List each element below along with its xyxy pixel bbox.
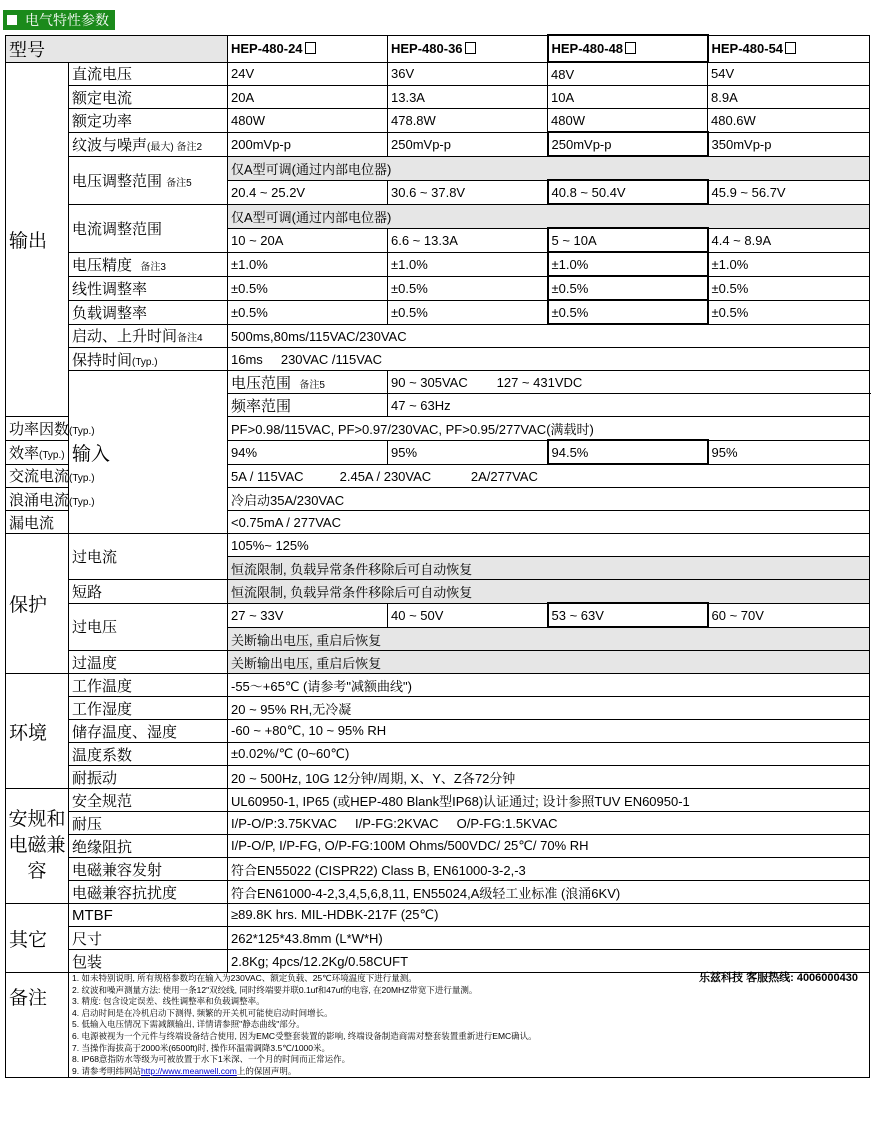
voltage-adj-36: 30.6 ~ 37.8V <box>388 180 548 204</box>
hold-value: 16ms 230VAC /115VAC <box>228 348 870 371</box>
voltage-tol-label: 电压精度 备注3 <box>69 252 228 276</box>
note-3: 3. 精度: 包含设定误差、线性调整率和负载调整率。 <box>72 996 265 1007</box>
leakage-label: 漏电流 <box>6 511 69 534</box>
rated-power-label: 额定功率 <box>69 109 228 133</box>
category-safety: 安规和电磁兼容 <box>6 789 69 904</box>
line-reg-label: 线性调整率 <box>69 276 228 300</box>
mtbf-value: ≥89.8K hrs. MIL-HDBK-217F (25℃) <box>228 904 870 927</box>
dimension-value: 262*125*43.8mm (L*W*H) <box>228 927 870 950</box>
dc-voltage-48: 48V <box>548 62 708 86</box>
standards-label: 安全规范 <box>69 789 228 812</box>
freq-label: 频率范围 <box>228 394 388 417</box>
emc-emission-label: 电磁兼容发射 <box>69 858 228 881</box>
model-label: 型号 <box>6 35 228 62</box>
storage-value: -60 ~ +80℃, 10 ~ 95% RH <box>228 720 870 743</box>
rated-current-24: 20A <box>228 86 388 109</box>
voltage-tol-24: ±1.0% <box>228 252 388 276</box>
inrush-value: 冷启动35A/230VAC <box>228 488 870 511</box>
checkbox-icon <box>465 42 476 54</box>
short-label: 短路 <box>69 580 228 604</box>
voltage-adj-note: 仅A型可调(通过内部电位器) <box>228 156 870 180</box>
efficiency-54: 95% <box>708 440 870 464</box>
temp-coef-value: ±0.02%/℃ (0~60℃) <box>228 743 870 766</box>
packing-label: 包装 <box>69 950 228 973</box>
setup-label: 启动、上升时间备注4 <box>69 324 228 348</box>
storage-label: 储存温度、湿度 <box>69 720 228 743</box>
efficiency-36: 95% <box>388 440 548 464</box>
model-48: HEP-480-48 <box>548 35 708 62</box>
ripple-54: 350mVp-p <box>708 132 870 156</box>
ovp-48: 53 ~ 63V <box>548 603 708 627</box>
inrush-label: 浪涌电流(Typ.) <box>6 488 69 511</box>
ac-current-label: 交流电流(Typ.) <box>6 464 69 488</box>
input-voltage-label: 电压范围 备注5 <box>228 371 388 394</box>
current-adj-48: 5 ~ 10A <box>548 228 708 252</box>
line-reg-24: ±0.5% <box>228 276 388 300</box>
load-reg-54: ±0.5% <box>708 300 870 324</box>
ripple-label: 纹波与噪声(最大) 备注2 <box>69 132 228 156</box>
note-1: 1. 如未特别说明, 所有规格参数均在输入为230VAC、额定负载、25℃环境温度下进行量测。 <box>72 973 417 983</box>
checkbox-icon <box>305 42 316 54</box>
ripple-36: 250mVp-p <box>388 132 548 156</box>
note-2: 2. 纹波和噪声测量方法: 使用一条12"双绞线, 同时终端要并联0.1uf和47uf的电容, 在20MHZ带宽下进行量测。 <box>72 984 478 995</box>
voltage-adj-48: 40.8 ~ 50.4V <box>548 180 708 204</box>
ovp-label: 过电压 <box>69 603 228 651</box>
work-hum-value: 20 ~ 95% RH,无冷凝 <box>228 697 870 720</box>
rated-current-48: 10A <box>548 86 708 109</box>
category-environment: 环境 <box>6 674 69 789</box>
ripple-24: 200mVp-p <box>228 132 388 156</box>
standards-value: UL60950-1, IP65 (或HEP-480 Blank型IP68)认证通过; 设计参照TUV EN60950-1 <box>228 789 870 812</box>
overload-label: 过电流 <box>69 534 228 580</box>
dc-voltage-36: 36V <box>388 62 548 86</box>
square-icon <box>7 15 17 25</box>
isolation-value: I/P-O/P, I/P-FG, O/P-FG:100M Ohms/500VDC/ 25℃/ 70% RH <box>228 835 870 858</box>
current-adj-36: 6.6 ~ 13.3A <box>388 228 548 252</box>
short-value: 恒流限制, 负载异常条件移除后可自动恢复 <box>228 580 870 604</box>
rated-current-54: 8.9A <box>708 86 870 109</box>
model-36: HEP-480-36 <box>388 35 548 62</box>
dc-voltage-24: 24V <box>228 62 388 86</box>
packing-value: 2.8Kg; 4pcs/12.2Kg/0.58CUFT <box>228 950 870 973</box>
voltage-tol-36: ±1.0% <box>388 252 548 276</box>
note-9: 9. 请参考明纬网站http://www.meanwell.com上的保固声明。 <box>72 1065 297 1076</box>
overload-range: 105%~ 125% <box>228 534 870 557</box>
category-protection: 保护 <box>6 534 69 674</box>
overload-mode: 恒流限制, 负载异常条件移除后可自动恢复 <box>228 557 870 580</box>
note-4: 4. 启动时间是在冷机启动下测得, 频繁的开关机可能使启动时间增长。 <box>72 1007 333 1018</box>
current-adj-24: 10 ~ 20A <box>228 228 388 252</box>
note-6: 6. 电源被视为一个元件与终端设备结合使用, 因为EMC受整套装置的影响, 终端设备制造商需对整套装置重新进行EMC确认。 <box>72 1030 537 1041</box>
voltage-tol-48: ±1.0% <box>548 252 708 276</box>
category-others: 其它 <box>6 904 69 973</box>
model-54: HEP-480-54 <box>708 35 870 62</box>
ovp-36: 40 ~ 50V <box>388 603 548 627</box>
notes-block <box>69 973 870 1078</box>
line-reg-36: ±0.5% <box>388 276 548 300</box>
ovp-24: 27 ~ 33V <box>228 603 388 627</box>
line-reg-54: ±0.5% <box>708 276 870 300</box>
efficiency-label: 效率(Typ.) <box>6 440 69 464</box>
load-reg-36: ±0.5% <box>388 300 548 324</box>
note-8: 8. IP68意指防水等级为可被放置于水下1米深、一个月的时间而正常运作。 <box>72 1054 351 1065</box>
voltage-adj-24: 20.4 ~ 25.2V <box>228 180 388 204</box>
ripple-48: 250mVp-p <box>548 132 708 156</box>
pf-label: 功率因数(Typ.) <box>6 417 69 441</box>
work-hum-label: 工作湿度 <box>69 697 228 720</box>
section-header <box>3 10 115 30</box>
voltage-tol-54: ±1.0% <box>708 252 870 276</box>
current-adj-label: 电流调整范围 <box>69 204 228 252</box>
emc-emission-value: 符合EN55022 (CISPR22) Class B, EN61000-3-2,-3 <box>228 858 870 881</box>
current-adj-note: 仅A型可调(通过内部电位器) <box>228 204 870 228</box>
leakage-value: <0.75mA / 277VAC <box>228 511 870 534</box>
otp-label: 过温度 <box>69 651 228 674</box>
model-24: HEP-480-24 <box>228 35 388 62</box>
dc-voltage-54: 54V <box>708 62 870 86</box>
category-input: 输入 <box>69 371 228 534</box>
rated-current-label: 额定电流 <box>69 86 228 109</box>
load-reg-24: ±0.5% <box>228 300 388 324</box>
current-adj-54: 4.4 ~ 8.9A <box>708 228 870 252</box>
withstand-label: 耐压 <box>69 812 228 835</box>
category-output: 输出 <box>6 62 69 417</box>
freq-value: 47 ~ 63Hz <box>388 394 870 417</box>
temp-coef-label: 温度系数 <box>69 743 228 766</box>
load-reg-label: 负载调整率 <box>69 300 228 324</box>
efficiency-24: 94% <box>228 440 388 464</box>
vibration-label: 耐振动 <box>69 766 228 789</box>
rated-power-54: 480.6W <box>708 109 870 133</box>
dc-voltage-label: 直流电压 <box>69 62 228 86</box>
ovp-54: 60 ~ 70V <box>708 603 870 627</box>
note-7: 7. 当操作海拔高于2000米(6500ft)时, 操作环温需调降3.5℃/1000米。 <box>72 1042 331 1053</box>
load-reg-48: ±0.5% <box>548 300 708 324</box>
pf-value: PF>0.98/115VAC, PF>0.97/230VAC, PF>0.95/277VAC(满载时) <box>228 417 870 441</box>
isolation-label: 绝缘阻抗 <box>69 835 228 858</box>
efficiency-48: 94.5% <box>548 440 708 464</box>
rated-power-24: 480W <box>228 109 388 133</box>
work-temp-value: -55～+65℃ (请参考"减额曲线") <box>228 674 870 697</box>
emc-immunity-label: 电磁兼容抗扰度 <box>69 881 228 904</box>
category-notes: 备注 <box>6 973 69 1078</box>
hotline: 乐兹科技 客服热线: 4006000430 <box>699 972 858 984</box>
note-5: 5. 低输入电压情况下需减额输出, 详情请参照"静态曲线"部分。 <box>72 1019 305 1030</box>
vibration-value: 20 ~ 500Hz, 10G 12分钟/周期, X、Y、Z各72分钟 <box>228 766 870 789</box>
rated-power-48: 480W <box>548 109 708 133</box>
setup-value: 500ms,80ms/115VAC/230VAC <box>228 324 870 348</box>
section-title: 电气特性参数 <box>25 12 109 28</box>
rated-current-36: 13.3A <box>388 86 548 109</box>
ac-current-value: 5A / 115VAC 2.45A / 230VAC 2A/277VAC <box>228 464 870 488</box>
rated-power-36: 478.8W <box>388 109 548 133</box>
hold-label: 保持时间(Typ.) <box>69 348 228 371</box>
emc-immunity-value: 符合EN61000-4-2,3,4,5,6,8,11, EN55024,A级轻工业标准 (浪涌6KV) <box>228 881 870 904</box>
line-reg-48: ±0.5% <box>548 276 708 300</box>
work-temp-label: 工作温度 <box>69 674 228 697</box>
model-row <box>6 35 870 62</box>
withstand-value: I/P-O/P:3.75KVAC I/P-FG:2KVAC O/P-FG:1.5KVAC <box>228 812 870 835</box>
meanwell-link[interactable]: http://www.meanwell.com <box>140 1065 237 1076</box>
voltage-adj-54: 45.9 ~ 56.7V <box>708 180 870 204</box>
otp-value: 关断输出电压, 重启后恢复 <box>228 651 870 674</box>
checkbox-icon <box>785 42 796 54</box>
voltage-adj-label: 电压调整范围 备注5 <box>69 156 228 204</box>
checkbox-icon <box>625 42 636 54</box>
ovp-mode: 关断输出电压, 重启后恢复 <box>228 627 870 651</box>
input-voltage-value: 90 ~ 305VAC 127 ~ 431VDC <box>388 371 870 394</box>
spec-table <box>5 34 870 1078</box>
mtbf-label: MTBF <box>69 904 228 927</box>
dimension-label: 尺寸 <box>69 927 228 950</box>
